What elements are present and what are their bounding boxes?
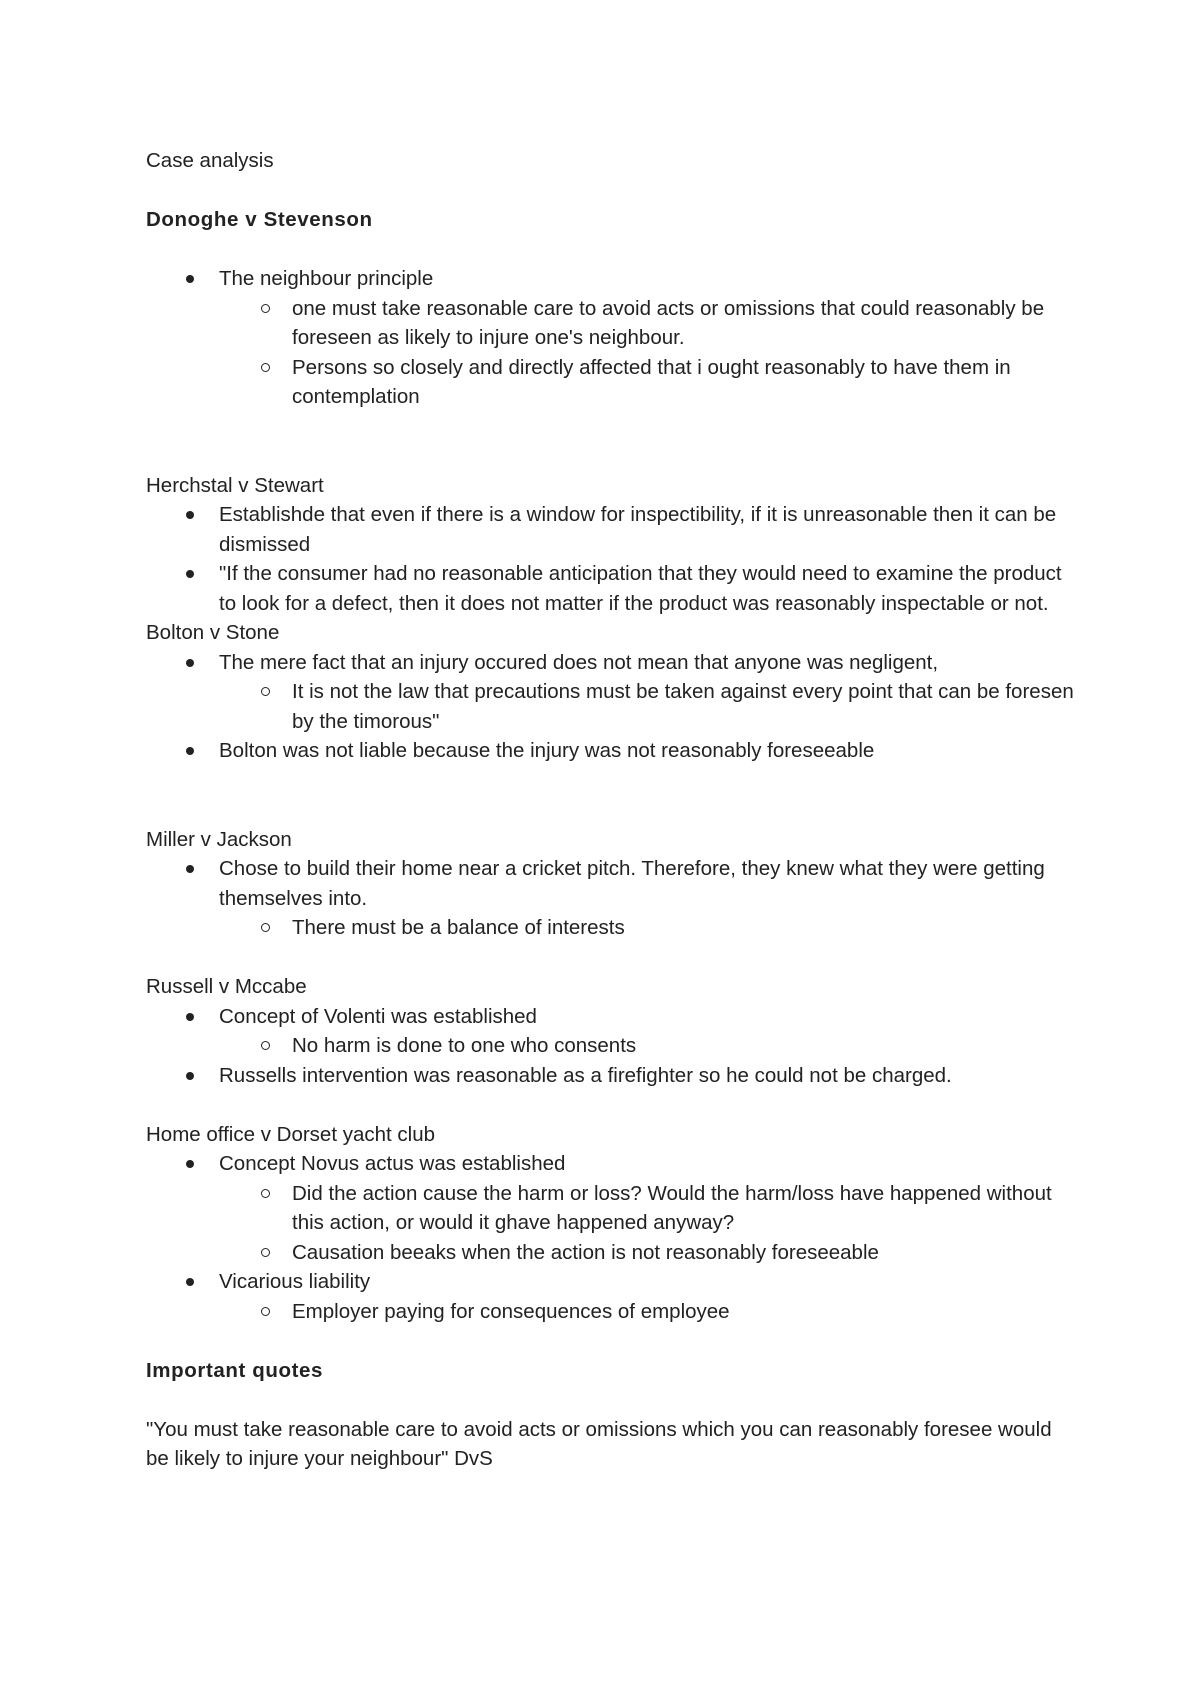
sub-bullet-text: There must be a balance of interests [292,916,625,939]
sub-bullet-item [219,677,1076,736]
sub-bullet-text: Causation beeaks when the action is not reasonably foreseeable [292,1240,879,1264]
spacer [146,176,1076,206]
bullet-text: Establishde that even if there is a window for inspectibility, if it is unreasonable then it can be dismissed [219,503,1057,556]
case-points-bolton [146,648,1076,766]
bullet-item [146,559,1076,618]
bullet-item [146,1149,1076,1267]
sub-bullet-item [219,913,1076,943]
sub-bullet-text: No harm is done to one who consents [292,1034,637,1057]
sub-bullet-text: It is not the law that precautions must be taken against every point that can be foresen by the timorous" [292,680,1074,733]
bullet-text: The mere fact that an injury occured does not mean that anyone was negligent, [219,650,939,674]
sub-bullet-text: one must take reasonable care to avoid acts or omissions that could reasonably be foreseen as likely to injure one's neighbour. [292,296,1045,349]
case-points-miller [146,854,1076,943]
spacer [146,766,1076,825]
sub-list [146,913,1076,943]
spacer [146,412,1076,471]
case-heading-herchstal: Herchstal v Stewart [146,473,324,497]
spacer [146,1090,1076,1120]
bullet-text: Concept of Volenti was established [219,1004,537,1028]
case-points-herchstal [146,500,1076,618]
sub-bullet-item [219,1031,1076,1061]
sub-list [146,294,1076,412]
sub-bullet-item [219,1238,1076,1268]
sub-bullet-item [219,353,1076,412]
sub-bullet-text: Employer paying for consequences of employee [292,1299,730,1323]
sub-bullet-item [219,1179,1076,1238]
sub-list [146,1031,1076,1061]
bullet-item [146,736,1076,766]
bullet-item [146,854,1076,943]
bullet-item [146,1002,1076,1061]
document-page [146,146,1076,1474]
case-heading-russell: Russell v Mccabe [146,975,307,998]
bullet-text: Bolton was not liable because the injury was not reasonably foreseeable [219,739,875,762]
quotes-heading: Important quotes [146,1358,324,1382]
sub-bullet-text: Persons so closely and directly affected that i ought reasonably to have them in contemplation [292,355,1011,408]
bullet-text: Russells intervention was reasonable as a firefighter so he could not be charged. [219,1063,952,1087]
case-heading-donoghue: Donoghe v Stevenson [146,208,373,231]
spacer [146,1326,1076,1356]
case-points-russell [146,1002,1076,1091]
bullet-text: Concept Novus actus was established [219,1152,566,1175]
bullet-text: The neighbour principle [219,267,434,290]
case-heading-miller: Miller v Jackson [146,827,292,851]
sub-bullet-text: Did the action cause the harm or loss? Would the harm/loss have happened without this action, or would it ghave happened anyway? [292,1181,1052,1234]
bullet-text: Chose to build their home near a cricket pitch. Therefore, they knew what they were getting themselves into. [219,857,1045,910]
case-heading-home-office: Home office v Dorset yacht club [146,1122,436,1146]
bullet-item [146,1061,1076,1091]
sub-bullet-item [219,1297,1076,1327]
bullet-item [146,500,1076,559]
sub-list [146,1179,1076,1268]
case-points-donoghue [146,264,1076,412]
bullet-item [146,1267,1076,1326]
sub-list [146,677,1076,736]
sub-bullet-item [219,294,1076,353]
quote-text: "You must take reasonable care to avoid acts or omissions which you can reasonably foresee would be likely to injure your neighbour" DvS [146,1417,1052,1470]
case-heading-bolton: Bolton v Stone [146,621,280,644]
spacer [146,235,1076,265]
spacer [146,943,1076,973]
sub-list [146,1297,1076,1327]
case-points-home-office [146,1149,1076,1326]
bullet-text: Vicarious liability [219,1270,371,1293]
bullet-text: "If the consumer had no reasonable anticipation that they would need to examine the product to look for a defect, then it does not matter if the product was reasonably inspectable or not. [219,562,1062,615]
spacer [146,1385,1076,1415]
bullet-item [146,264,1076,412]
bullet-item [146,648,1076,737]
document-title: Case analysis [146,149,274,172]
